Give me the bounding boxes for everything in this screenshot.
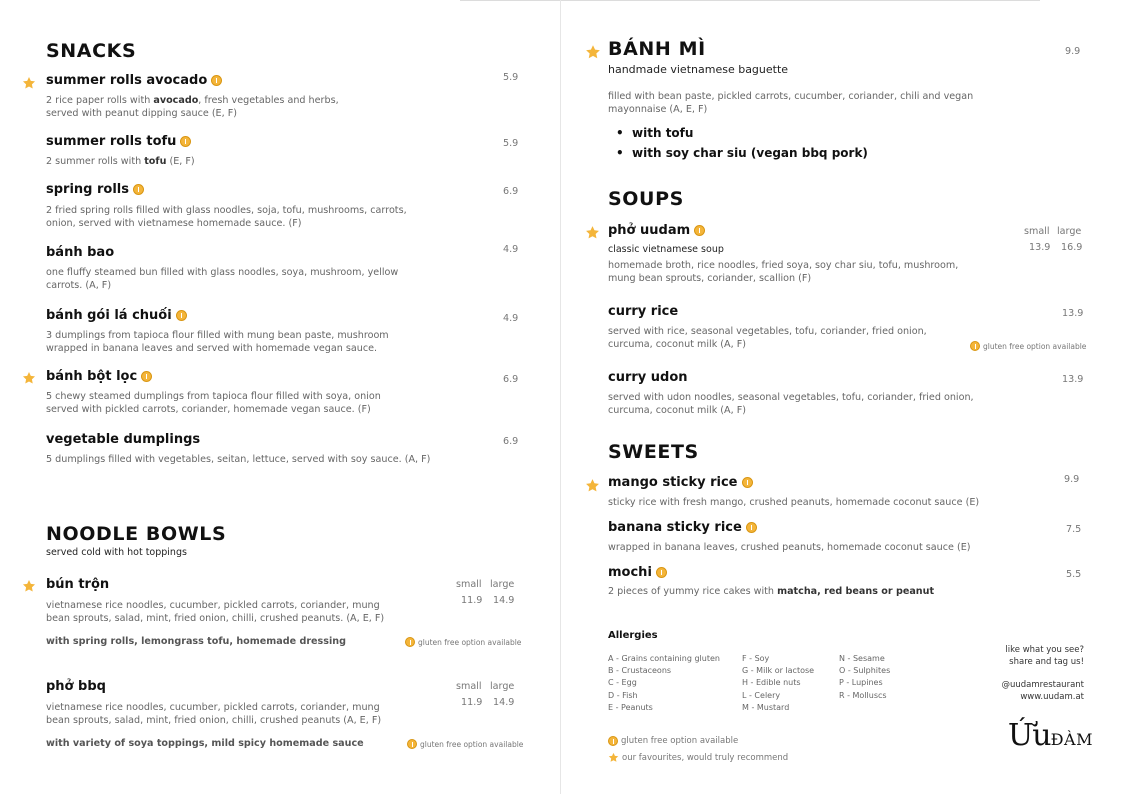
desc-text: (E, F) bbox=[166, 156, 195, 167]
desc-text: vietnamese rice noodles, cucumber, pickled carrots, coriander, mung bbox=[46, 702, 380, 713]
option-text: with tofu bbox=[632, 126, 694, 140]
item-description bbox=[608, 325, 927, 351]
desc-text: curcuma, coconut milk (A, F) bbox=[608, 339, 746, 350]
section-title-noodle-bowls: NOODLE BOWLS bbox=[46, 523, 227, 545]
item-name-text: vegetable dumplings bbox=[46, 432, 201, 447]
item-description bbox=[608, 90, 973, 116]
favourite-star-icon bbox=[22, 371, 36, 385]
item-price: 13.9 bbox=[1062, 308, 1084, 319]
desc-text: 2 rice paper rolls with bbox=[46, 95, 154, 106]
allergy-item: L - Celery bbox=[742, 690, 781, 700]
section-subtitle: handmade vietnamese baguette bbox=[608, 63, 789, 76]
item-price: 5.9 bbox=[503, 72, 519, 83]
size-label-large: large bbox=[490, 579, 515, 590]
menu-item-name bbox=[46, 245, 114, 260]
gluten-free-icon bbox=[407, 739, 417, 749]
section-subtitle: served cold with hot toppings bbox=[46, 547, 187, 558]
item-name-text: bánh bao bbox=[46, 245, 115, 260]
section-title-sweets: SWEETS bbox=[608, 441, 699, 463]
menu-item-name bbox=[46, 369, 152, 384]
section-title-banh-mi: BÁNH MÌ bbox=[608, 38, 706, 60]
allergies-title: Allergies bbox=[608, 630, 658, 641]
option-text: with soy char siu (vegan bbq pork) bbox=[632, 146, 868, 160]
gluten-free-icon bbox=[608, 736, 618, 746]
allergy-item: H - Edible nuts bbox=[742, 678, 801, 688]
item-description bbox=[46, 155, 195, 168]
item-name-text: mango sticky rice bbox=[608, 475, 738, 490]
desc-text: 3 dumplings from tapioca flour filled with mung bean paste, mushroom bbox=[46, 330, 389, 341]
gluten-free-icon bbox=[746, 522, 757, 533]
menu-item-name bbox=[46, 308, 187, 323]
price-large: 16.9 bbox=[1061, 242, 1083, 253]
legend-gluten-free bbox=[608, 736, 738, 746]
gluten-free-icon bbox=[133, 184, 144, 195]
menu-item-name: phở bbq bbox=[46, 679, 106, 694]
item-price: 5.9 bbox=[503, 138, 519, 149]
item-name-text: phở uudam bbox=[608, 223, 691, 238]
item-description bbox=[46, 94, 339, 120]
favourite-star-icon bbox=[585, 225, 600, 240]
item-description bbox=[46, 329, 389, 355]
allergy-item: G - Milk or lactose bbox=[742, 666, 815, 676]
section-title-snacks: SNACKS bbox=[46, 40, 137, 62]
gluten-free-icon bbox=[211, 75, 222, 86]
item-price: 9.9 bbox=[1065, 46, 1081, 57]
gluten-free-icon bbox=[176, 310, 187, 321]
item-extra: with variety of soya toppings, mild spicy homemade sauce bbox=[46, 738, 364, 749]
menu-item-name: bún trộn bbox=[46, 577, 110, 592]
gf-note-text: gluten free option available bbox=[983, 341, 1087, 351]
social-line: share and tag us! bbox=[1009, 657, 1084, 667]
social-contacts bbox=[960, 679, 1084, 703]
allergy-item: B - Crustaceons bbox=[608, 666, 672, 676]
desc-text: served with peanut dipping sauce (E, F) bbox=[46, 108, 237, 119]
menu-item-name: curry udon bbox=[608, 370, 688, 385]
menu-item-name bbox=[46, 432, 200, 447]
size-label-small: small bbox=[456, 681, 482, 692]
item-description bbox=[46, 701, 381, 727]
item-description bbox=[46, 266, 398, 292]
option-bullet: • with soy char siu (vegan bbq pork) bbox=[616, 146, 868, 160]
desc-text: served with rice, seasonal vegetables, tofu, coriander, fried onion, bbox=[608, 326, 927, 337]
item-name-text: spring rolls bbox=[46, 182, 129, 197]
legend-text: our favourites, would truly recommend bbox=[622, 752, 789, 763]
social-callout bbox=[960, 644, 1084, 668]
logo-text-a: Ứu bbox=[1008, 718, 1051, 753]
menu-item-name bbox=[608, 520, 757, 535]
allergy-item: M - Mustard bbox=[742, 702, 790, 712]
gf-note-text: gluten free option available bbox=[420, 739, 524, 749]
gluten-free-note bbox=[405, 637, 521, 647]
price-large: 14.9 bbox=[493, 697, 515, 708]
desc-text: carrots. (A, F) bbox=[46, 280, 112, 291]
allergy-item: C - Egg bbox=[608, 678, 637, 688]
desc-text: 2 summer rolls with bbox=[46, 156, 145, 167]
desc-text: 2 fried spring rolls filled with glass noodles, soja, tofu, mushrooms, carrots, bbox=[46, 205, 407, 216]
item-description bbox=[608, 259, 958, 285]
item-extra: with spring rolls, lemongrass tofu, homemade dressing bbox=[46, 636, 346, 647]
item-price: 4.9 bbox=[503, 313, 519, 324]
menu-item-name bbox=[608, 565, 667, 580]
item-description: sticky rice with fresh mango, crushed peanuts, homemade coconut sauce (E) bbox=[608, 497, 980, 508]
price-small: 11.9 bbox=[461, 595, 483, 606]
section-title-soups: SOUPS bbox=[608, 188, 684, 210]
favourite-star-icon bbox=[22, 76, 36, 90]
desc-text: homemade broth, rice noodles, fried soya, soy char siu, tofu, mushroom, bbox=[608, 260, 959, 271]
gluten-free-note bbox=[407, 739, 523, 749]
desc-text: bean sprouts, salad, mint, fried onion, chilli, crushed peanuts. (A, E, F) bbox=[46, 613, 385, 624]
legend-text: gluten free option available bbox=[621, 736, 739, 746]
item-name-text: bánh bột lọc bbox=[46, 369, 138, 384]
desc-text: vietnamese rice noodles, cucumber, pickled carrots, coriander, mung bbox=[46, 600, 380, 611]
desc-text: served with udon noodles, seasonal vegetables, tofu, coriander, fried onion, bbox=[608, 392, 974, 403]
allergy-item: F - Soy bbox=[742, 654, 770, 663]
item-name-text: bánh gói lá chuối bbox=[46, 308, 172, 323]
favourite-star-icon bbox=[608, 752, 619, 763]
item-price: 6.9 bbox=[503, 374, 519, 385]
allergy-column-1 bbox=[608, 653, 720, 714]
menu-item-name bbox=[46, 134, 191, 149]
website-link[interactable]: www.uudam.at bbox=[1020, 692, 1084, 702]
item-description bbox=[46, 390, 381, 416]
gluten-free-icon bbox=[180, 136, 191, 147]
allergy-column-2 bbox=[742, 653, 814, 714]
menu-item-name bbox=[608, 223, 705, 238]
gluten-free-icon bbox=[656, 567, 667, 578]
size-label-small: small bbox=[1024, 226, 1050, 237]
allergy-item: N - Sesame bbox=[839, 654, 885, 663]
desc-text: mayonnaise (A, E, F) bbox=[608, 104, 708, 115]
allergy-item: P - Lupines bbox=[839, 678, 883, 688]
item-price: 7.5 bbox=[1066, 524, 1082, 535]
item-price: 6.9 bbox=[503, 436, 519, 447]
social-line: like what you see? bbox=[1005, 645, 1084, 655]
desc-text: 5 chewy steamed dumplings from tapioca flour filled with soya, onion bbox=[46, 391, 381, 402]
option-bullet: • with tofu bbox=[616, 126, 694, 140]
desc-text: served with pickled carrots, coriander, homemade vegan sauce. (F) bbox=[46, 404, 371, 415]
favourite-star-icon bbox=[585, 44, 601, 60]
desc-text: , fresh vegetables and herbs, bbox=[198, 95, 339, 106]
size-label-large: large bbox=[1057, 226, 1082, 237]
logo-text-b: ĐÀM bbox=[1050, 730, 1093, 749]
item-subtitle: classic vietnamese soup bbox=[608, 244, 724, 255]
gluten-free-note bbox=[970, 341, 1086, 351]
item-name-text: mochi bbox=[608, 565, 652, 580]
desc-text: filled with bean paste, pickled carrots, cucumber, coriander, chili and vegan bbox=[608, 91, 974, 102]
item-price: 4.9 bbox=[503, 244, 519, 255]
allergy-item: A - Grains containing gluten bbox=[608, 654, 720, 663]
price-large: 14.9 bbox=[493, 595, 515, 606]
desc-bold: matcha, red beans or peanut bbox=[777, 586, 935, 597]
desc-bold: avocado bbox=[153, 95, 199, 106]
item-name-text: summer rolls tofu bbox=[46, 134, 177, 149]
item-description: wrapped in banana leaves, crushed peanuts, homemade coconut sauce (E) bbox=[608, 542, 971, 553]
menu-item-name bbox=[46, 73, 222, 88]
desc-text: bean sprouts, salad, mint, fried onion, chilli, crushed peanuts (A, E, F) bbox=[46, 715, 382, 726]
item-name-text: banana sticky rice bbox=[608, 520, 742, 535]
restaurant-logo bbox=[1008, 718, 1093, 753]
size-label-small: small bbox=[456, 579, 482, 590]
gluten-free-icon bbox=[141, 371, 152, 382]
allergy-item: O - Sulphites bbox=[839, 666, 891, 676]
page-divider bbox=[560, 0, 561, 794]
item-description bbox=[608, 585, 934, 598]
gluten-free-icon bbox=[405, 637, 415, 647]
top-divider bbox=[460, 0, 1040, 1]
favourite-star-icon bbox=[22, 579, 36, 593]
desc-text: one fluffy steamed bun filled with glass noodles, soya, mushroom, yellow bbox=[46, 267, 399, 278]
desc-text: onion, served with vietnamese homemade sauce. (F) bbox=[46, 218, 302, 229]
gluten-free-icon bbox=[694, 225, 705, 236]
menu-item-name bbox=[608, 475, 753, 490]
gluten-free-icon bbox=[742, 477, 753, 488]
size-label-large: large bbox=[490, 681, 515, 692]
item-price: 9.9 bbox=[1064, 474, 1080, 485]
gluten-free-icon bbox=[970, 341, 980, 351]
desc-bold: tofu bbox=[144, 156, 167, 167]
item-description: 5 dumplings filled with vegetables, seitan, lettuce, served with soy sauce. (A, F) bbox=[46, 454, 431, 465]
desc-text: curcuma, coconut milk (A, F) bbox=[608, 405, 746, 416]
legend-favourite bbox=[608, 752, 788, 763]
item-name-text: summer rolls avocado bbox=[46, 73, 208, 88]
item-description bbox=[608, 391, 974, 417]
desc-text: mung bean sprouts, coriander, scallion (F) bbox=[608, 273, 812, 284]
desc-text: 2 pieces of yummy rice cakes with bbox=[608, 586, 778, 597]
allergy-column-3 bbox=[839, 653, 890, 702]
price-small: 11.9 bbox=[461, 697, 483, 708]
item-price: 13.9 bbox=[1062, 374, 1084, 385]
menu-item-name: curry rice bbox=[608, 304, 679, 319]
item-price: 5.5 bbox=[1066, 569, 1082, 580]
allergy-item: D - Fish bbox=[608, 690, 638, 700]
item-description bbox=[46, 599, 384, 625]
desc-text: wrapped in banana leaves and served with homemade vegan sauce. bbox=[46, 343, 378, 354]
menu-item-name bbox=[46, 182, 144, 197]
gf-note-text: gluten free option available bbox=[418, 637, 522, 647]
item-price: 6.9 bbox=[503, 186, 519, 197]
favourite-star-icon bbox=[585, 478, 600, 493]
item-description bbox=[46, 204, 407, 230]
allergy-item: E - Peanuts bbox=[608, 702, 653, 712]
price-small: 13.9 bbox=[1029, 242, 1051, 253]
allergy-item: R - Molluscs bbox=[839, 690, 887, 700]
instagram-handle[interactable]: @uudamrestaurant bbox=[1001, 680, 1084, 690]
